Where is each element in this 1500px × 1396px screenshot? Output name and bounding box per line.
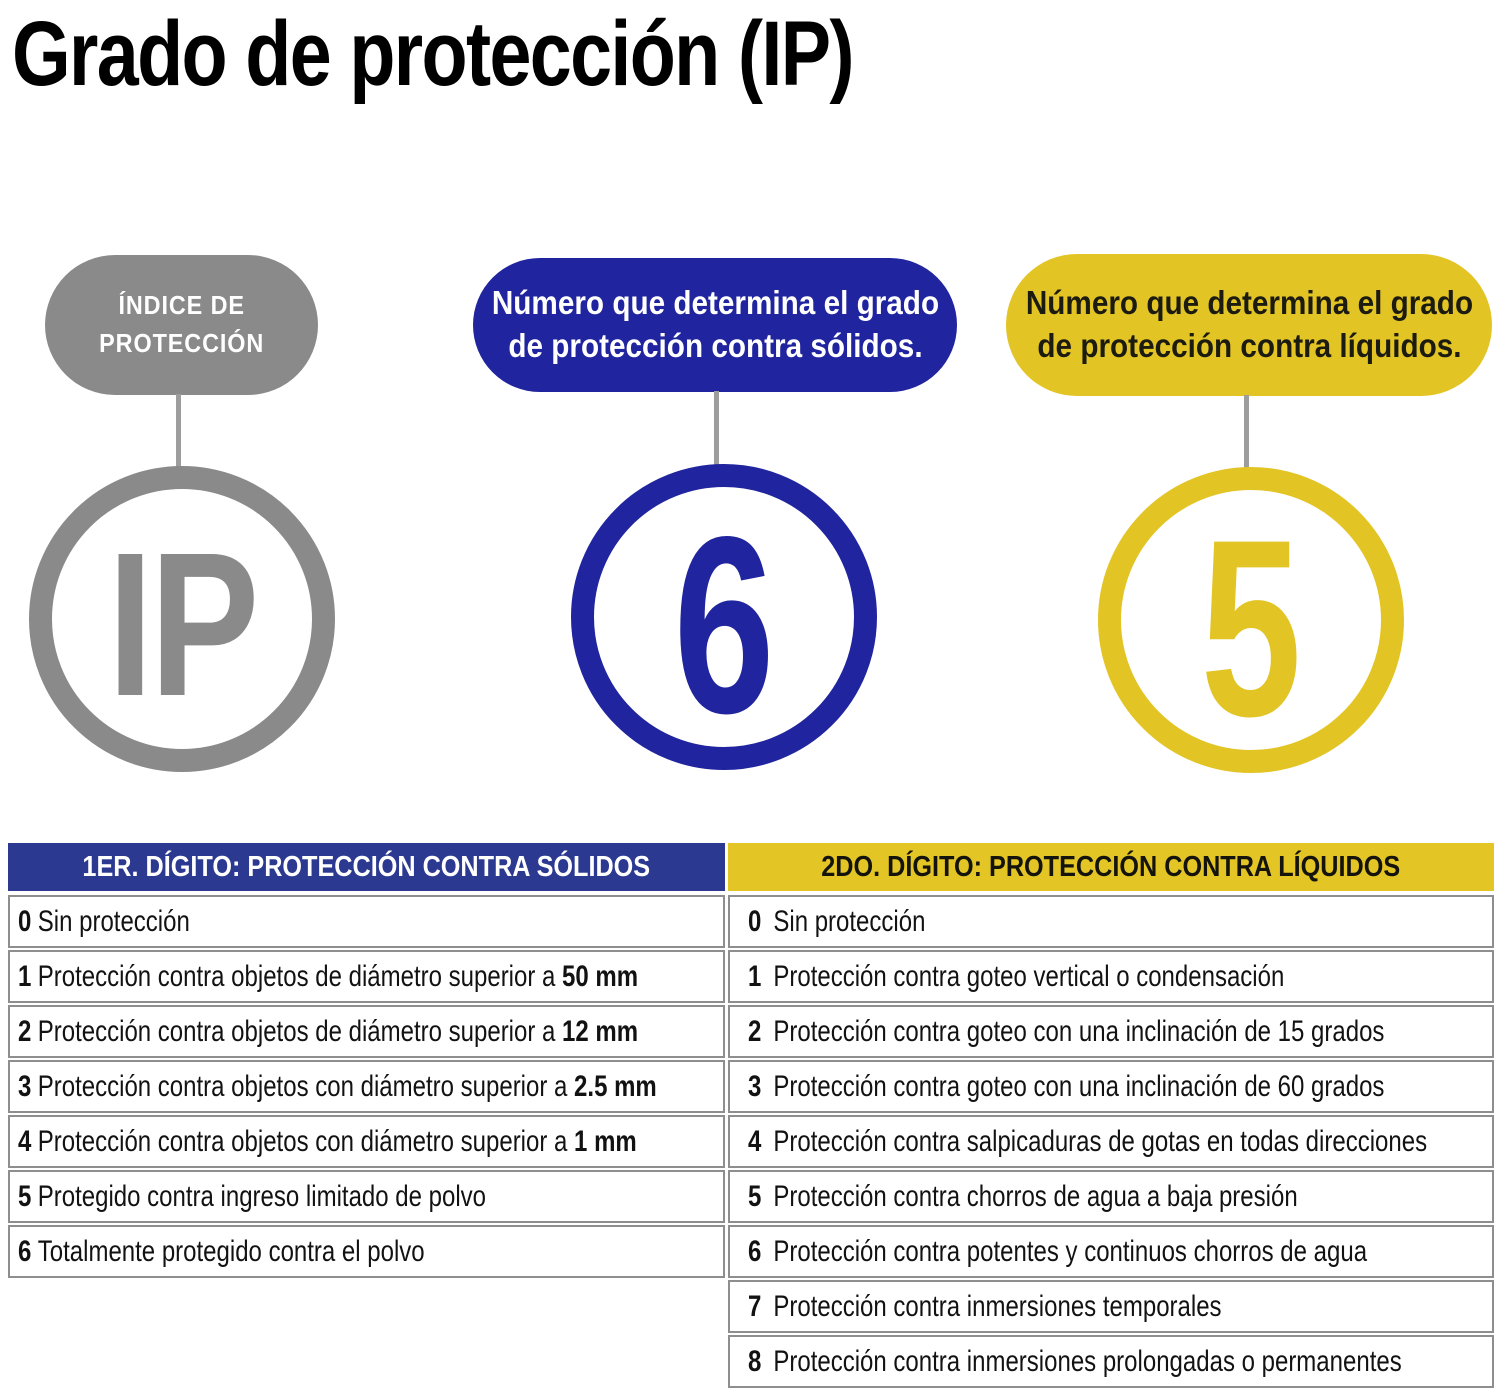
table-row xyxy=(8,1005,725,1058)
table-row xyxy=(8,1115,725,1168)
table-row-text: 5 Protección contra chorros de agua a baja presión xyxy=(748,1179,1298,1213)
table-row-text: 4 Protección contra salpicaduras de gotas en todas direcciones xyxy=(748,1124,1428,1158)
table-row-text: 5 Protegido contra ingreso limitado de polvo xyxy=(18,1179,487,1213)
table-row xyxy=(728,1280,1494,1333)
liquids-pill xyxy=(1006,254,1492,396)
table-row-text: 0 Sin protección xyxy=(748,904,926,938)
ip-index-pill xyxy=(45,255,318,395)
table-row-text: 6 Totalmente protegido contra el polvo xyxy=(18,1234,425,1268)
liquids-table-body xyxy=(728,895,1494,1388)
table-row xyxy=(728,1060,1494,1113)
table-row xyxy=(728,1225,1494,1278)
table-row xyxy=(728,1170,1494,1223)
solids-pill-label: Número que determina el grado de protección contra sólidos. xyxy=(491,284,939,364)
ip-circle xyxy=(29,466,335,772)
solids-table xyxy=(8,843,725,1278)
liquids-table xyxy=(728,843,1494,1388)
table-row-text: 3 Protección contra objetos con diámetro superior a 2.5 mm xyxy=(18,1069,657,1103)
table-row-text: 6 Protección contra potentes y continuos chorros de agua xyxy=(748,1234,1368,1268)
table-row-text: 8 Protección contra inmersiones prolongadas o permanentes xyxy=(748,1344,1402,1378)
liquids-digit-circle xyxy=(1098,467,1404,773)
table-row xyxy=(728,895,1494,948)
solids-pill xyxy=(473,258,957,392)
table-row-text: 2 Protección contra objetos de diámetro superior a 12 mm xyxy=(18,1014,639,1048)
table-row xyxy=(8,1225,725,1278)
table-row-text: 3 Protección contra goteo con una inclinación de 60 grados xyxy=(748,1069,1385,1103)
liquids-table-header: 2DO. DÍGITO: PROTECCIÓN CONTRA LÍQUIDOS xyxy=(728,843,1494,891)
ip-symbol: IP xyxy=(107,510,257,739)
table-row xyxy=(728,950,1494,1003)
table-row-text: 1 Protección contra goteo vertical o condensación xyxy=(748,959,1285,993)
solids-table-body xyxy=(8,895,725,1278)
table-row-text: 1 Protección contra objetos de diámetro superior a 50 mm xyxy=(18,959,639,993)
table-row-text: 4 Protección contra objetos con diámetro superior a 1 mm xyxy=(18,1124,637,1158)
ip-connector-line xyxy=(176,394,181,468)
table-row xyxy=(8,895,725,948)
ip-index-pill-label: ÍNDICE DE PROTECCIÓN xyxy=(98,290,265,358)
solids-table-header: 1ER. DÍGITO: PROTECCIÓN CONTRA SÓLIDOS xyxy=(8,843,725,891)
solids-digit: 6 xyxy=(673,484,775,766)
liquids-connector-line xyxy=(1244,395,1249,469)
liquids-digit: 5 xyxy=(1200,487,1302,769)
solids-connector-line xyxy=(714,391,719,466)
table-row xyxy=(8,950,725,1003)
page-title: Grado de protección (IP) xyxy=(12,3,853,105)
table-row-text: 7 Protección contra inmersiones temporales xyxy=(748,1289,1222,1323)
table-row-text: 2 Protección contra goteo con una inclinación de 15 grados xyxy=(748,1014,1385,1048)
table-row xyxy=(728,1115,1494,1168)
table-row xyxy=(8,1060,725,1113)
table-row xyxy=(8,1170,725,1223)
liquids-pill-label: Número que determina el grado de protección contra líquidos. xyxy=(1025,284,1473,364)
table-row xyxy=(728,1335,1494,1388)
solids-digit-circle xyxy=(571,464,877,770)
table-row-text: 0 Sin protección xyxy=(18,904,190,938)
table-row xyxy=(728,1005,1494,1058)
